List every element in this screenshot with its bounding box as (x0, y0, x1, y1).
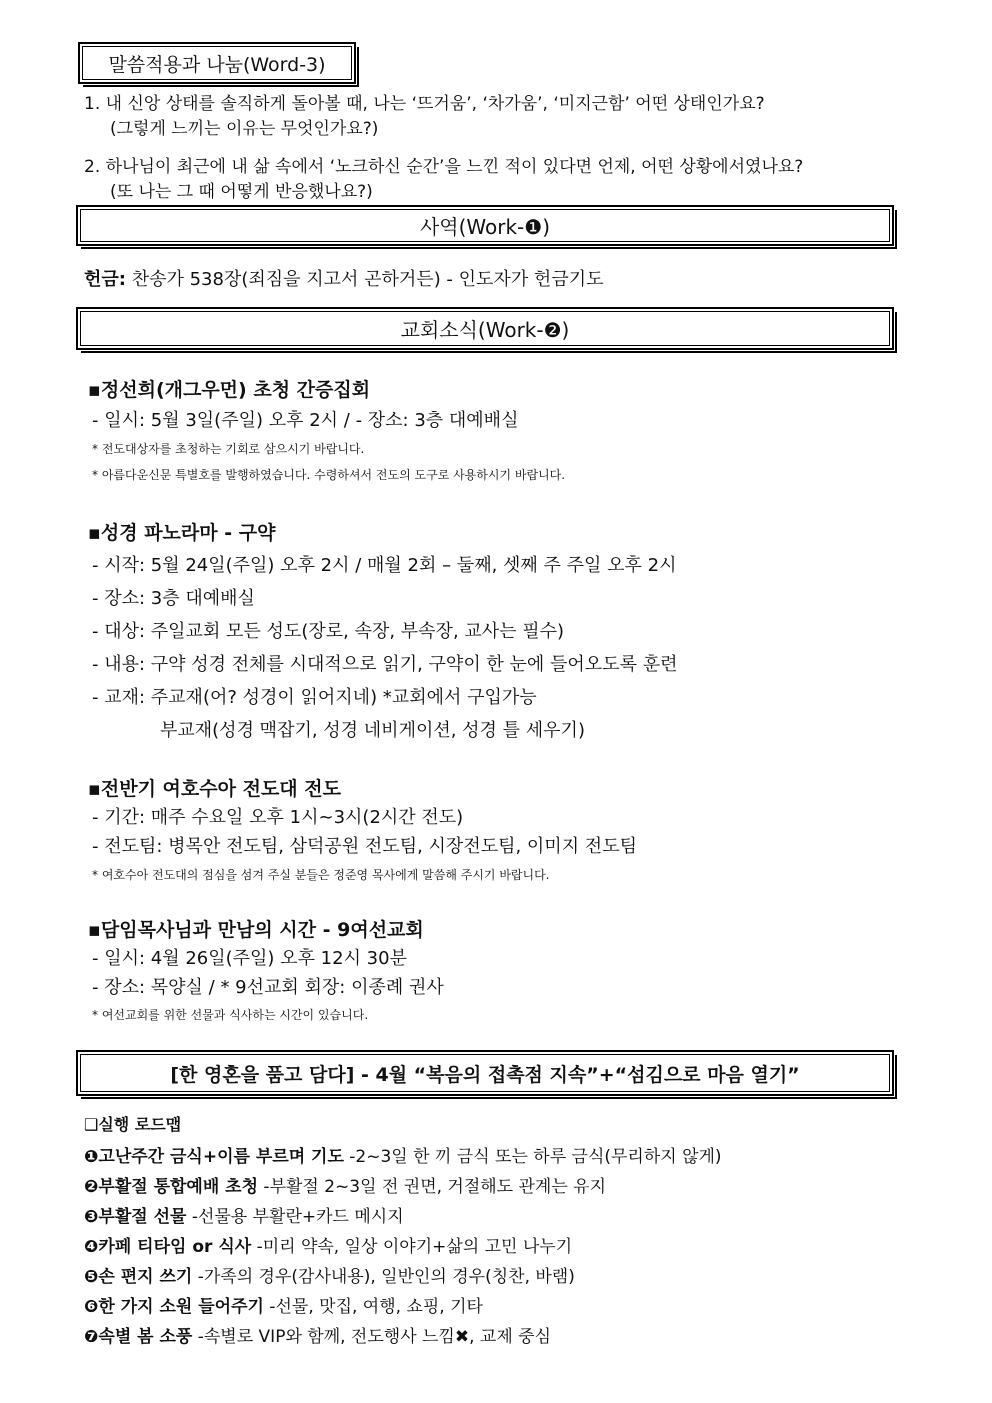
news-2-line-2: - 장소: 3층 대예배실 (92, 588, 255, 609)
roadmap-step-head: ❺손 편지 쓰기 (84, 1267, 193, 1287)
roadmap-step (84, 1262, 575, 1287)
news-1-note-2: * 아름다운신문 특별호를 발행하였습니다. 수령하셔서 전도의 도구로 사용하시기 바랍니다. (92, 468, 566, 482)
roadmap-header-box (76, 1050, 894, 1096)
roadmap-step (84, 1142, 722, 1167)
roadmap-step-head: ❻한 가지 소원 들어주기 (84, 1297, 264, 1317)
news-4-note-1: * 여선교회를 위한 선물과 식사하는 시간이 있습니다. (92, 1008, 369, 1022)
news-2-line-4: - 내용: 구약 성경 전체를 시대적으로 읽기, 구약이 한 눈에 들어오도록 훈련 (92, 654, 678, 675)
work1-header-box (76, 205, 894, 246)
roadmap-step-desc: -부활절 2~3일 전 권면, 거절해도 관계는 유지 (258, 1177, 607, 1197)
news-4-title: ▪담임목사님과 만남의 시간 - 9여선교회 (88, 919, 424, 941)
work2-header-box (76, 307, 894, 350)
roadmap-step (84, 1322, 551, 1347)
news-4-line-1: - 일시: 4월 26일(주일) 오후 12시 30분 (92, 948, 407, 969)
roadmap-step-head: ❶고난주간 금식+이름 부르며 기도 (84, 1147, 344, 1167)
question-1-line-1: 1. 내 신앙 상태를 솔직하게 돌아볼 때, 나는 ‘뜨거움’, ‘차가움’, ‘미지근함’ 어떤 상태인가요? (84, 94, 765, 114)
roadmap-step (84, 1232, 572, 1257)
news-1-note-1: * 전도대상자를 초청하는 기회로 삼으시기 바랍니다. (92, 442, 365, 456)
question-2-line-1: 2. 하나님이 최근에 내 삶 속에서 ‘노크하신 순간’을 느낀 적이 있다면 언제, 어떤 상황에서였나요? (84, 157, 804, 177)
news-2-line-6: 부교재(성경 맥잡기, 성경 네비게이션, 성경 틀 세우기) (160, 720, 585, 741)
news-3-note-1: * 여호수아 전도대의 점심을 섬겨 주실 분들은 정준영 목사에게 말씀해 주시기 바랍니다. (92, 868, 550, 882)
roadmap-subtitle: ❑실행 로드맵 (84, 1115, 182, 1134)
roadmap-title: [한 영혼을 품고 담다] - 4월 “복음의 접촉점 지속”+“섬김으로 마음 열기” (80, 1054, 890, 1092)
news-2-line-3: - 대상: 주일교회 모든 성도(장로, 속장, 부속장, 교사는 필수) (92, 621, 565, 642)
roadmap-step-head: ❷부활절 통합예배 초청 (84, 1177, 259, 1197)
roadmap-step-head: ❹카페 티타임 or 식사 (84, 1237, 252, 1257)
roadmap-step (84, 1172, 606, 1197)
news-2-title: ▪성경 파노라마 - 구약 (88, 522, 276, 544)
roadmap-step-desc: -속별로 VIP와 함께, 전도행사 느낌✖, 교제 중심 (192, 1327, 552, 1347)
news-3-line-2: - 전도팀: 병목안 전도팀, 삼덕공원 전도팀, 시장전도팀, 이미지 전도팀 (92, 836, 637, 857)
roadmap-step-head: ❼속별 봄 소풍 (84, 1327, 193, 1347)
question-2-line-2: (또 나는 그 때 어떻게 반응했나요?) (110, 182, 373, 202)
news-2-line-1: - 시작: 5월 24일(주일) 오후 2시 / 매월 2회 – 둘째, 셋째 주 주일 오후 2시 (92, 555, 677, 576)
news-4-line-2: - 장소: 목양실 / * 9선교회 회장: 이종례 권사 (92, 977, 444, 998)
offering-line (84, 265, 603, 291)
offering-label: 헌금: (84, 269, 126, 290)
roadmap-step (84, 1202, 404, 1227)
work1-title: 사역(Work-❶) (80, 209, 890, 242)
roadmap-step-desc: -선물, 맛집, 여행, 쇼핑, 기타 (263, 1297, 483, 1317)
news-2-line-5: - 교재: 주교재(어? 성경이 읽어지네) *교회에서 구입가능 (92, 687, 537, 708)
roadmap-step-head: ❸부활절 선물 (84, 1207, 187, 1227)
question-1-line-2: (그렇게 느끼는 이유는 무엇인가요?) (110, 119, 379, 139)
news-1-line-1: - 일시: 5월 3일(주일) 오후 2시 / - 장소: 3층 대예배실 (92, 410, 519, 431)
roadmap-step-desc: -가족의 경우(감사내용), 일반인의 경우(칭찬, 바램) (192, 1267, 575, 1287)
news-3-title: ▪전반기 여호수아 전도대 전도 (88, 778, 341, 800)
news-1-title: ▪정선희(개그우먼) 초청 간증집회 (88, 379, 371, 401)
roadmap-step-desc: -선물용 부활란+카드 메시지 (186, 1207, 404, 1227)
offering-text: 찬송가 538장(죄짐을 지고서 곤하거든) - 인도자가 헌금기도 (131, 269, 604, 290)
roadmap-step (84, 1292, 483, 1317)
word3-header-box (78, 42, 356, 84)
roadmap-step-desc: -미리 약속, 일상 이야기+삶의 고민 나누기 (251, 1237, 573, 1257)
roadmap-step-desc: -2~3일 한 끼 금식 또는 하루 금식(무리하지 않게) (343, 1147, 722, 1167)
news-3-line-1: - 기간: 매주 수요일 오후 1시~3시(2시간 전도) (92, 807, 464, 828)
work2-title: 교회소식(Work-❷) (80, 311, 890, 346)
word3-title: 말씀적용과 나눔(Word-3) (82, 46, 352, 80)
